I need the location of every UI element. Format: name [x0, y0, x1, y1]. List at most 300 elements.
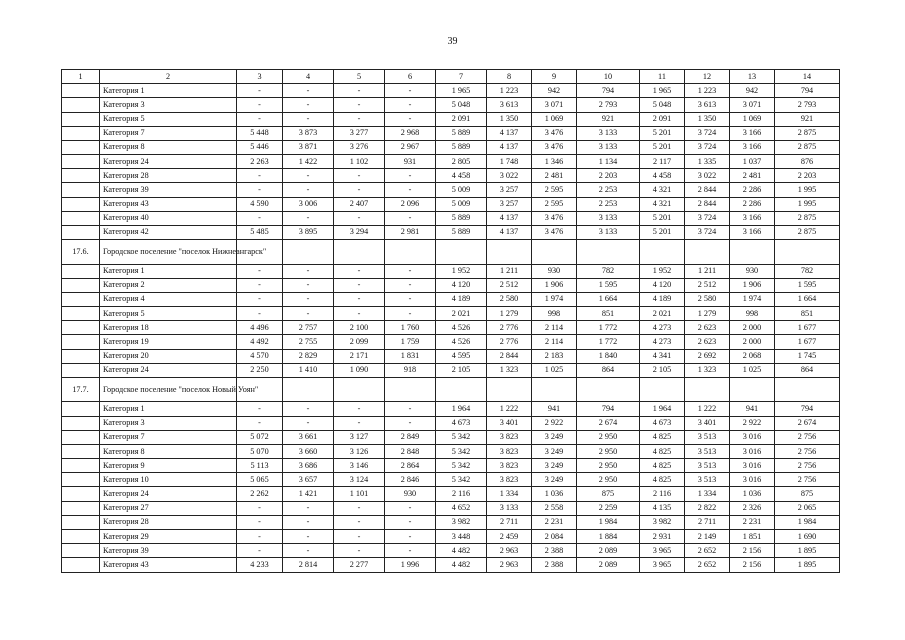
value-cell: 1 037 — [730, 155, 775, 169]
value-cell: 2 595 — [532, 183, 577, 197]
value-cell: 1 334 — [685, 487, 730, 501]
value-cell: - — [385, 544, 436, 558]
value-cell: 3 513 — [685, 473, 730, 487]
value-cell: 5 009 — [436, 197, 487, 211]
value-cell: 1 279 — [685, 307, 730, 321]
value-cell: 5 448 — [237, 126, 283, 140]
column-number-cell: 7 — [436, 70, 487, 84]
value-cell: 930 — [730, 264, 775, 278]
value-cell: 851 — [775, 307, 840, 321]
value-cell: 2 756 — [775, 430, 840, 444]
value-cell: 2 674 — [577, 416, 640, 430]
value-cell: 3 513 — [685, 459, 730, 473]
value-cell: 3 249 — [532, 444, 577, 458]
value-cell: 2 114 — [532, 321, 577, 335]
value-cell: - — [334, 544, 385, 558]
table-row — [62, 225, 840, 239]
section-row — [62, 377, 840, 402]
value-cell: 2 848 — [385, 444, 436, 458]
value-cell: 1 895 — [775, 558, 840, 572]
column-number-cell: 4 — [283, 70, 334, 84]
table-row — [62, 544, 840, 558]
value-cell: 2 931 — [640, 529, 685, 543]
value-cell: - — [283, 515, 334, 529]
value-cell: - — [283, 278, 334, 292]
value-cell — [436, 240, 487, 265]
value-cell: 2 793 — [775, 98, 840, 112]
value-cell: 1 102 — [334, 155, 385, 169]
value-cell: 2 065 — [775, 501, 840, 515]
value-cell: 2 000 — [730, 335, 775, 349]
value-cell: - — [237, 264, 283, 278]
value-cell: 1 410 — [283, 363, 334, 377]
value-cell: 3 276 — [334, 140, 385, 154]
value-cell: 2 968 — [385, 126, 436, 140]
value-cell: 3 294 — [334, 225, 385, 239]
value-cell: 5 485 — [237, 225, 283, 239]
category-name: Категория 24 — [100, 487, 237, 501]
value-cell: 2 481 — [730, 169, 775, 183]
value-cell: 794 — [775, 402, 840, 416]
value-cell: 2 711 — [685, 515, 730, 529]
row-code — [62, 501, 100, 515]
value-cell: - — [283, 183, 334, 197]
value-cell: 2 814 — [283, 558, 334, 572]
value-cell: 2 922 — [532, 416, 577, 430]
value-cell: 3 965 — [640, 544, 685, 558]
value-cell: 3 982 — [436, 515, 487, 529]
value-cell: 4 570 — [237, 349, 283, 363]
category-name: Категория 8 — [100, 140, 237, 154]
table-row — [62, 473, 840, 487]
value-cell: - — [237, 307, 283, 321]
value-cell: 1 101 — [334, 487, 385, 501]
value-cell: - — [334, 529, 385, 543]
value-cell: 4 492 — [237, 335, 283, 349]
value-cell: 2 967 — [385, 140, 436, 154]
value-cell: 782 — [775, 264, 840, 278]
value-cell: 2 875 — [775, 140, 840, 154]
value-cell: - — [385, 515, 436, 529]
value-cell: - — [334, 292, 385, 306]
category-name: Категория 18 — [100, 321, 237, 335]
row-code — [62, 292, 100, 306]
value-cell: 4 321 — [640, 197, 685, 211]
value-cell: 1 350 — [685, 112, 730, 126]
value-cell — [283, 240, 334, 265]
row-code — [62, 321, 100, 335]
value-cell: - — [334, 211, 385, 225]
table-row — [62, 487, 840, 501]
value-cell: 2 091 — [640, 112, 685, 126]
tariff-table — [61, 69, 840, 573]
value-cell: - — [237, 501, 283, 515]
value-cell — [334, 240, 385, 265]
value-cell: 1 772 — [577, 335, 640, 349]
value-cell: - — [385, 84, 436, 98]
value-cell — [532, 377, 577, 402]
value-cell: 3 126 — [334, 444, 385, 458]
value-cell: 1 965 — [640, 84, 685, 98]
category-name: Категория 43 — [100, 197, 237, 211]
value-cell: 5 201 — [640, 225, 685, 239]
value-cell — [436, 377, 487, 402]
row-code — [62, 363, 100, 377]
value-cell: 3 071 — [730, 98, 775, 112]
value-cell: 3 127 — [334, 430, 385, 444]
value-cell: 1 421 — [283, 487, 334, 501]
row-code — [62, 349, 100, 363]
row-code — [62, 459, 100, 473]
value-cell: 2 756 — [775, 473, 840, 487]
table-row — [62, 155, 840, 169]
row-code — [62, 416, 100, 430]
row-code — [62, 487, 100, 501]
value-cell: 1 974 — [532, 292, 577, 306]
value-cell: 3 513 — [685, 444, 730, 458]
value-cell: 3 965 — [640, 558, 685, 572]
row-code — [62, 169, 100, 183]
value-cell: 1 595 — [775, 278, 840, 292]
row-code — [62, 473, 100, 487]
value-cell: 2 844 — [685, 197, 730, 211]
value-cell: 2 580 — [487, 292, 532, 306]
value-cell: - — [283, 416, 334, 430]
page-number: 39 — [447, 36, 458, 47]
value-cell: 3 133 — [577, 225, 640, 239]
value-cell: - — [334, 402, 385, 416]
column-number-cell: 12 — [685, 70, 730, 84]
column-number-cell: 2 — [100, 70, 237, 84]
table-row — [62, 183, 840, 197]
settlement-name: Городское поселение "поселок Нижнеангарск" — [100, 240, 237, 265]
value-cell: 5 048 — [436, 98, 487, 112]
value-cell: - — [385, 307, 436, 321]
value-cell: 2 822 — [685, 501, 730, 515]
table-row — [62, 292, 840, 306]
value-cell: 4 233 — [237, 558, 283, 572]
value-cell: 2 286 — [730, 183, 775, 197]
row-code — [62, 402, 100, 416]
value-cell: 2 875 — [775, 225, 840, 239]
value-cell: - — [385, 98, 436, 112]
value-cell: 4 458 — [640, 169, 685, 183]
value-cell: 3 166 — [730, 140, 775, 154]
value-cell: 2 558 — [532, 501, 577, 515]
value-cell: 2 623 — [685, 335, 730, 349]
value-cell: 1 840 — [577, 349, 640, 363]
value-cell: - — [283, 169, 334, 183]
value-cell: - — [283, 307, 334, 321]
category-name: Категория 9 — [100, 459, 237, 473]
value-cell: 3 476 — [532, 140, 577, 154]
value-cell: 1 831 — [385, 349, 436, 363]
value-cell: 876 — [775, 155, 840, 169]
value-cell: 1 690 — [775, 529, 840, 543]
table-row — [62, 140, 840, 154]
value-cell: 2 692 — [685, 349, 730, 363]
table-row — [62, 169, 840, 183]
value-cell: 4 652 — [436, 501, 487, 515]
value-cell: 3 006 — [283, 197, 334, 211]
value-cell: 3 401 — [487, 416, 532, 430]
table-row — [62, 126, 840, 140]
value-cell: 5 342 — [436, 473, 487, 487]
value-cell: 2 231 — [532, 515, 577, 529]
row-code — [62, 558, 100, 572]
value-cell: 3 016 — [730, 473, 775, 487]
category-name: Категория 39 — [100, 544, 237, 558]
value-cell: 3 476 — [532, 211, 577, 225]
value-cell: 4 825 — [640, 473, 685, 487]
value-cell — [730, 240, 775, 265]
value-cell: 875 — [775, 487, 840, 501]
value-cell: 1 906 — [532, 278, 577, 292]
value-cell: 3 660 — [283, 444, 334, 458]
value-cell — [685, 240, 730, 265]
value-cell: 3 895 — [283, 225, 334, 239]
value-cell: 1 334 — [487, 487, 532, 501]
value-cell: 4 673 — [436, 416, 487, 430]
row-code — [62, 211, 100, 225]
value-cell: 2 864 — [385, 459, 436, 473]
value-cell: 2 000 — [730, 321, 775, 335]
category-name: Категория 40 — [100, 211, 237, 225]
value-cell: 2 021 — [640, 307, 685, 321]
value-cell: 1 952 — [640, 264, 685, 278]
value-cell: 2 068 — [730, 349, 775, 363]
value-cell: 3 476 — [532, 126, 577, 140]
value-cell: 2 963 — [487, 558, 532, 572]
row-code — [62, 264, 100, 278]
value-cell: 4 595 — [436, 349, 487, 363]
table-row — [62, 112, 840, 126]
value-cell: 1 134 — [577, 155, 640, 169]
value-cell: 3 166 — [730, 211, 775, 225]
value-cell: 2 203 — [775, 169, 840, 183]
value-cell: 2 183 — [532, 349, 577, 363]
value-cell: 1 350 — [487, 112, 532, 126]
category-name: Категория 7 — [100, 126, 237, 140]
value-cell: 3 613 — [487, 98, 532, 112]
value-cell: - — [237, 515, 283, 529]
value-cell: 3 724 — [685, 211, 730, 225]
value-cell: 942 — [730, 84, 775, 98]
value-cell: 2 580 — [685, 292, 730, 306]
value-cell: 1 748 — [487, 155, 532, 169]
value-cell: 2 512 — [487, 278, 532, 292]
value-cell: 2 844 — [487, 349, 532, 363]
value-cell: 2 623 — [685, 321, 730, 335]
value-cell: 3 071 — [532, 98, 577, 112]
category-name: Категория 3 — [100, 416, 237, 430]
row-code: 17.7. — [62, 377, 100, 402]
value-cell: 3 133 — [577, 140, 640, 154]
value-cell: 1 996 — [385, 558, 436, 572]
value-cell: - — [237, 292, 283, 306]
value-cell: 2 203 — [577, 169, 640, 183]
value-cell — [487, 377, 532, 402]
value-cell: 3 724 — [685, 126, 730, 140]
value-cell: 1 984 — [577, 515, 640, 529]
value-cell: 4 189 — [640, 292, 685, 306]
category-name: Категория 28 — [100, 169, 237, 183]
value-cell: - — [334, 307, 385, 321]
value-cell: 2 756 — [775, 459, 840, 473]
value-cell: 998 — [532, 307, 577, 321]
value-cell: 4 137 — [487, 225, 532, 239]
value-cell: 2 253 — [577, 183, 640, 197]
value-cell: - — [334, 278, 385, 292]
value-cell: 1 211 — [685, 264, 730, 278]
value-cell: - — [237, 183, 283, 197]
row-code — [62, 155, 100, 169]
value-cell: 3 873 — [283, 126, 334, 140]
value-cell: 2 793 — [577, 98, 640, 112]
value-cell: - — [385, 112, 436, 126]
value-cell: 5 072 — [237, 430, 283, 444]
value-cell — [577, 377, 640, 402]
value-cell — [532, 240, 577, 265]
value-cell: 1 036 — [532, 487, 577, 501]
row-code — [62, 307, 100, 321]
value-cell: - — [334, 515, 385, 529]
value-cell: 794 — [577, 402, 640, 416]
value-cell: 851 — [577, 307, 640, 321]
value-cell: 1 025 — [730, 363, 775, 377]
value-cell: 2 021 — [436, 307, 487, 321]
value-cell: 2 829 — [283, 349, 334, 363]
value-cell: 3 257 — [487, 183, 532, 197]
value-cell: 2 776 — [487, 321, 532, 335]
column-number-cell: 8 — [487, 70, 532, 84]
table-row — [62, 278, 840, 292]
table-row — [62, 264, 840, 278]
category-name: Категория 3 — [100, 98, 237, 112]
row-code — [62, 140, 100, 154]
value-cell: 4 526 — [436, 321, 487, 335]
value-cell: 3 823 — [487, 459, 532, 473]
table-row — [62, 402, 840, 416]
value-cell: 2 481 — [532, 169, 577, 183]
value-cell: 2 459 — [487, 529, 532, 543]
column-number-cell: 14 — [775, 70, 840, 84]
value-cell: 1 995 — [775, 183, 840, 197]
column-number-cell: 11 — [640, 70, 685, 84]
value-cell: - — [283, 544, 334, 558]
row-code — [62, 335, 100, 349]
table-row — [62, 444, 840, 458]
table-row — [62, 363, 840, 377]
value-cell: 3 022 — [685, 169, 730, 183]
value-cell: 4 482 — [436, 544, 487, 558]
row-code — [62, 98, 100, 112]
value-cell: 930 — [532, 264, 577, 278]
value-cell: 1 984 — [775, 515, 840, 529]
value-cell: 1 677 — [775, 335, 840, 349]
category-name: Категория 5 — [100, 112, 237, 126]
value-cell: 4 496 — [237, 321, 283, 335]
row-code — [62, 444, 100, 458]
value-cell: 1 223 — [487, 84, 532, 98]
row-code — [62, 84, 100, 98]
value-cell: 2 757 — [283, 321, 334, 335]
value-cell: 2 776 — [487, 335, 532, 349]
category-name: Категория 8 — [100, 444, 237, 458]
value-cell: 4 673 — [640, 416, 685, 430]
value-cell: 1 895 — [775, 544, 840, 558]
column-number-cell: 1 — [62, 70, 100, 84]
value-cell: - — [385, 278, 436, 292]
table-row — [62, 416, 840, 430]
value-cell: 3 686 — [283, 459, 334, 473]
value-cell: 3 022 — [487, 169, 532, 183]
value-cell: 2 388 — [532, 558, 577, 572]
value-cell: 4 482 — [436, 558, 487, 572]
value-cell: 4 458 — [436, 169, 487, 183]
value-cell: 1 279 — [487, 307, 532, 321]
table-row — [62, 335, 840, 349]
value-cell: 921 — [577, 112, 640, 126]
value-cell: 3 476 — [532, 225, 577, 239]
value-cell: 1 223 — [685, 84, 730, 98]
value-cell: 1 964 — [640, 402, 685, 416]
value-cell — [334, 377, 385, 402]
column-number-cell: 9 — [532, 70, 577, 84]
section-row — [62, 240, 840, 265]
value-cell: 2 652 — [685, 544, 730, 558]
value-cell: 1 422 — [283, 155, 334, 169]
value-cell: 1 222 — [685, 402, 730, 416]
value-cell: 3 657 — [283, 473, 334, 487]
value-cell: 2 259 — [577, 501, 640, 515]
value-cell: 2 105 — [640, 363, 685, 377]
value-cell: 2 674 — [775, 416, 840, 430]
category-name: Категория 24 — [100, 155, 237, 169]
value-cell: 782 — [577, 264, 640, 278]
value-cell — [640, 377, 685, 402]
value-cell: 3 124 — [334, 473, 385, 487]
value-cell: 2 963 — [487, 544, 532, 558]
value-cell: - — [385, 529, 436, 543]
value-cell: 2 149 — [685, 529, 730, 543]
value-cell: 4 825 — [640, 430, 685, 444]
value-cell: 2 156 — [730, 558, 775, 572]
row-code: 17.6. — [62, 240, 100, 265]
value-cell: - — [334, 501, 385, 515]
value-cell: 2 922 — [730, 416, 775, 430]
value-cell: 3 277 — [334, 126, 385, 140]
value-cell: 3 257 — [487, 197, 532, 211]
value-cell: 918 — [385, 363, 436, 377]
column-number-cell: 13 — [730, 70, 775, 84]
value-cell: 2 756 — [775, 444, 840, 458]
value-cell: 5 065 — [237, 473, 283, 487]
value-cell: 1 772 — [577, 321, 640, 335]
value-cell: 1 664 — [577, 292, 640, 306]
value-cell: 3 724 — [685, 225, 730, 239]
category-name: Категория 5 — [100, 307, 237, 321]
value-cell — [775, 240, 840, 265]
table-row — [62, 501, 840, 515]
value-cell: 5 342 — [436, 459, 487, 473]
value-cell: 1 323 — [685, 363, 730, 377]
row-code — [62, 126, 100, 140]
value-cell: 3 823 — [487, 444, 532, 458]
value-cell: 794 — [775, 84, 840, 98]
category-name: Категория 1 — [100, 84, 237, 98]
value-cell: 2 981 — [385, 225, 436, 239]
